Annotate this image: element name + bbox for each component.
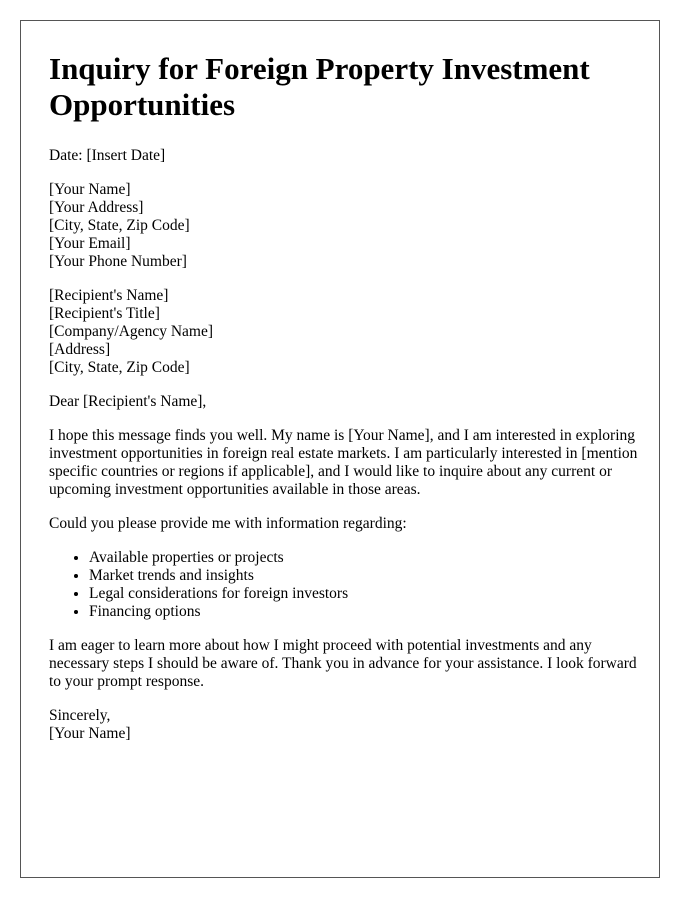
closing: Sincerely,: [49, 707, 111, 724]
recipient-city-state-zip: [City, State, Zip Code]: [49, 359, 190, 376]
sender-phone: [Your Phone Number]: [49, 253, 187, 270]
request-list: [49, 549, 639, 621]
request-intro: Could you please provide me with information regarding:: [49, 515, 407, 532]
signature-name: [Your Name]: [49, 725, 131, 742]
list-item: • Available properties or projects: [89, 549, 639, 567]
recipient-title: [Recipient's Title]: [49, 305, 160, 322]
letter-frame: [20, 20, 660, 878]
recipient-block: [49, 287, 639, 377]
list-item: • Financing options: [89, 603, 639, 621]
recipient-name: [Recipient's Name]: [49, 287, 169, 304]
sender-address: [Your Address]: [49, 199, 144, 216]
recipient-company: [Company/Agency Name]: [49, 323, 213, 340]
sender-email: [Your Email]: [49, 235, 131, 252]
signature-block: [49, 707, 639, 743]
recipient-address: [Address]: [49, 341, 111, 358]
body-paragraph: I hope this message finds you well. My name is [Your Name], and I am interested in exploring investment opportunities in foreign real estate markets. I am particularly interested in [mention specific countries or regions if applicable], and I would like to inquire about any current or upcoming investment opportunities available in those areas.: [49, 427, 638, 498]
sender-block: [49, 181, 639, 271]
list-item: • Legal considerations for foreign investors: [89, 585, 639, 603]
date-line: Date: [Insert Date]: [49, 147, 166, 164]
list-item: • Market trends and insights: [89, 567, 639, 585]
sender-city-state-zip: [City, State, Zip Code]: [49, 217, 190, 234]
sender-name: [Your Name]: [49, 181, 131, 198]
salutation: Dear [Recipient's Name],: [49, 393, 207, 410]
document-title: Inquiry for Foreign Property Investment Opportunities: [49, 51, 590, 122]
letter-content: [49, 51, 639, 743]
closing-paragraph: I am eager to learn more about how I might proceed with potential investments and any necessary steps I should be aware of. Thank you in advance for your assistance. I look forward to your prompt response.: [49, 637, 637, 690]
